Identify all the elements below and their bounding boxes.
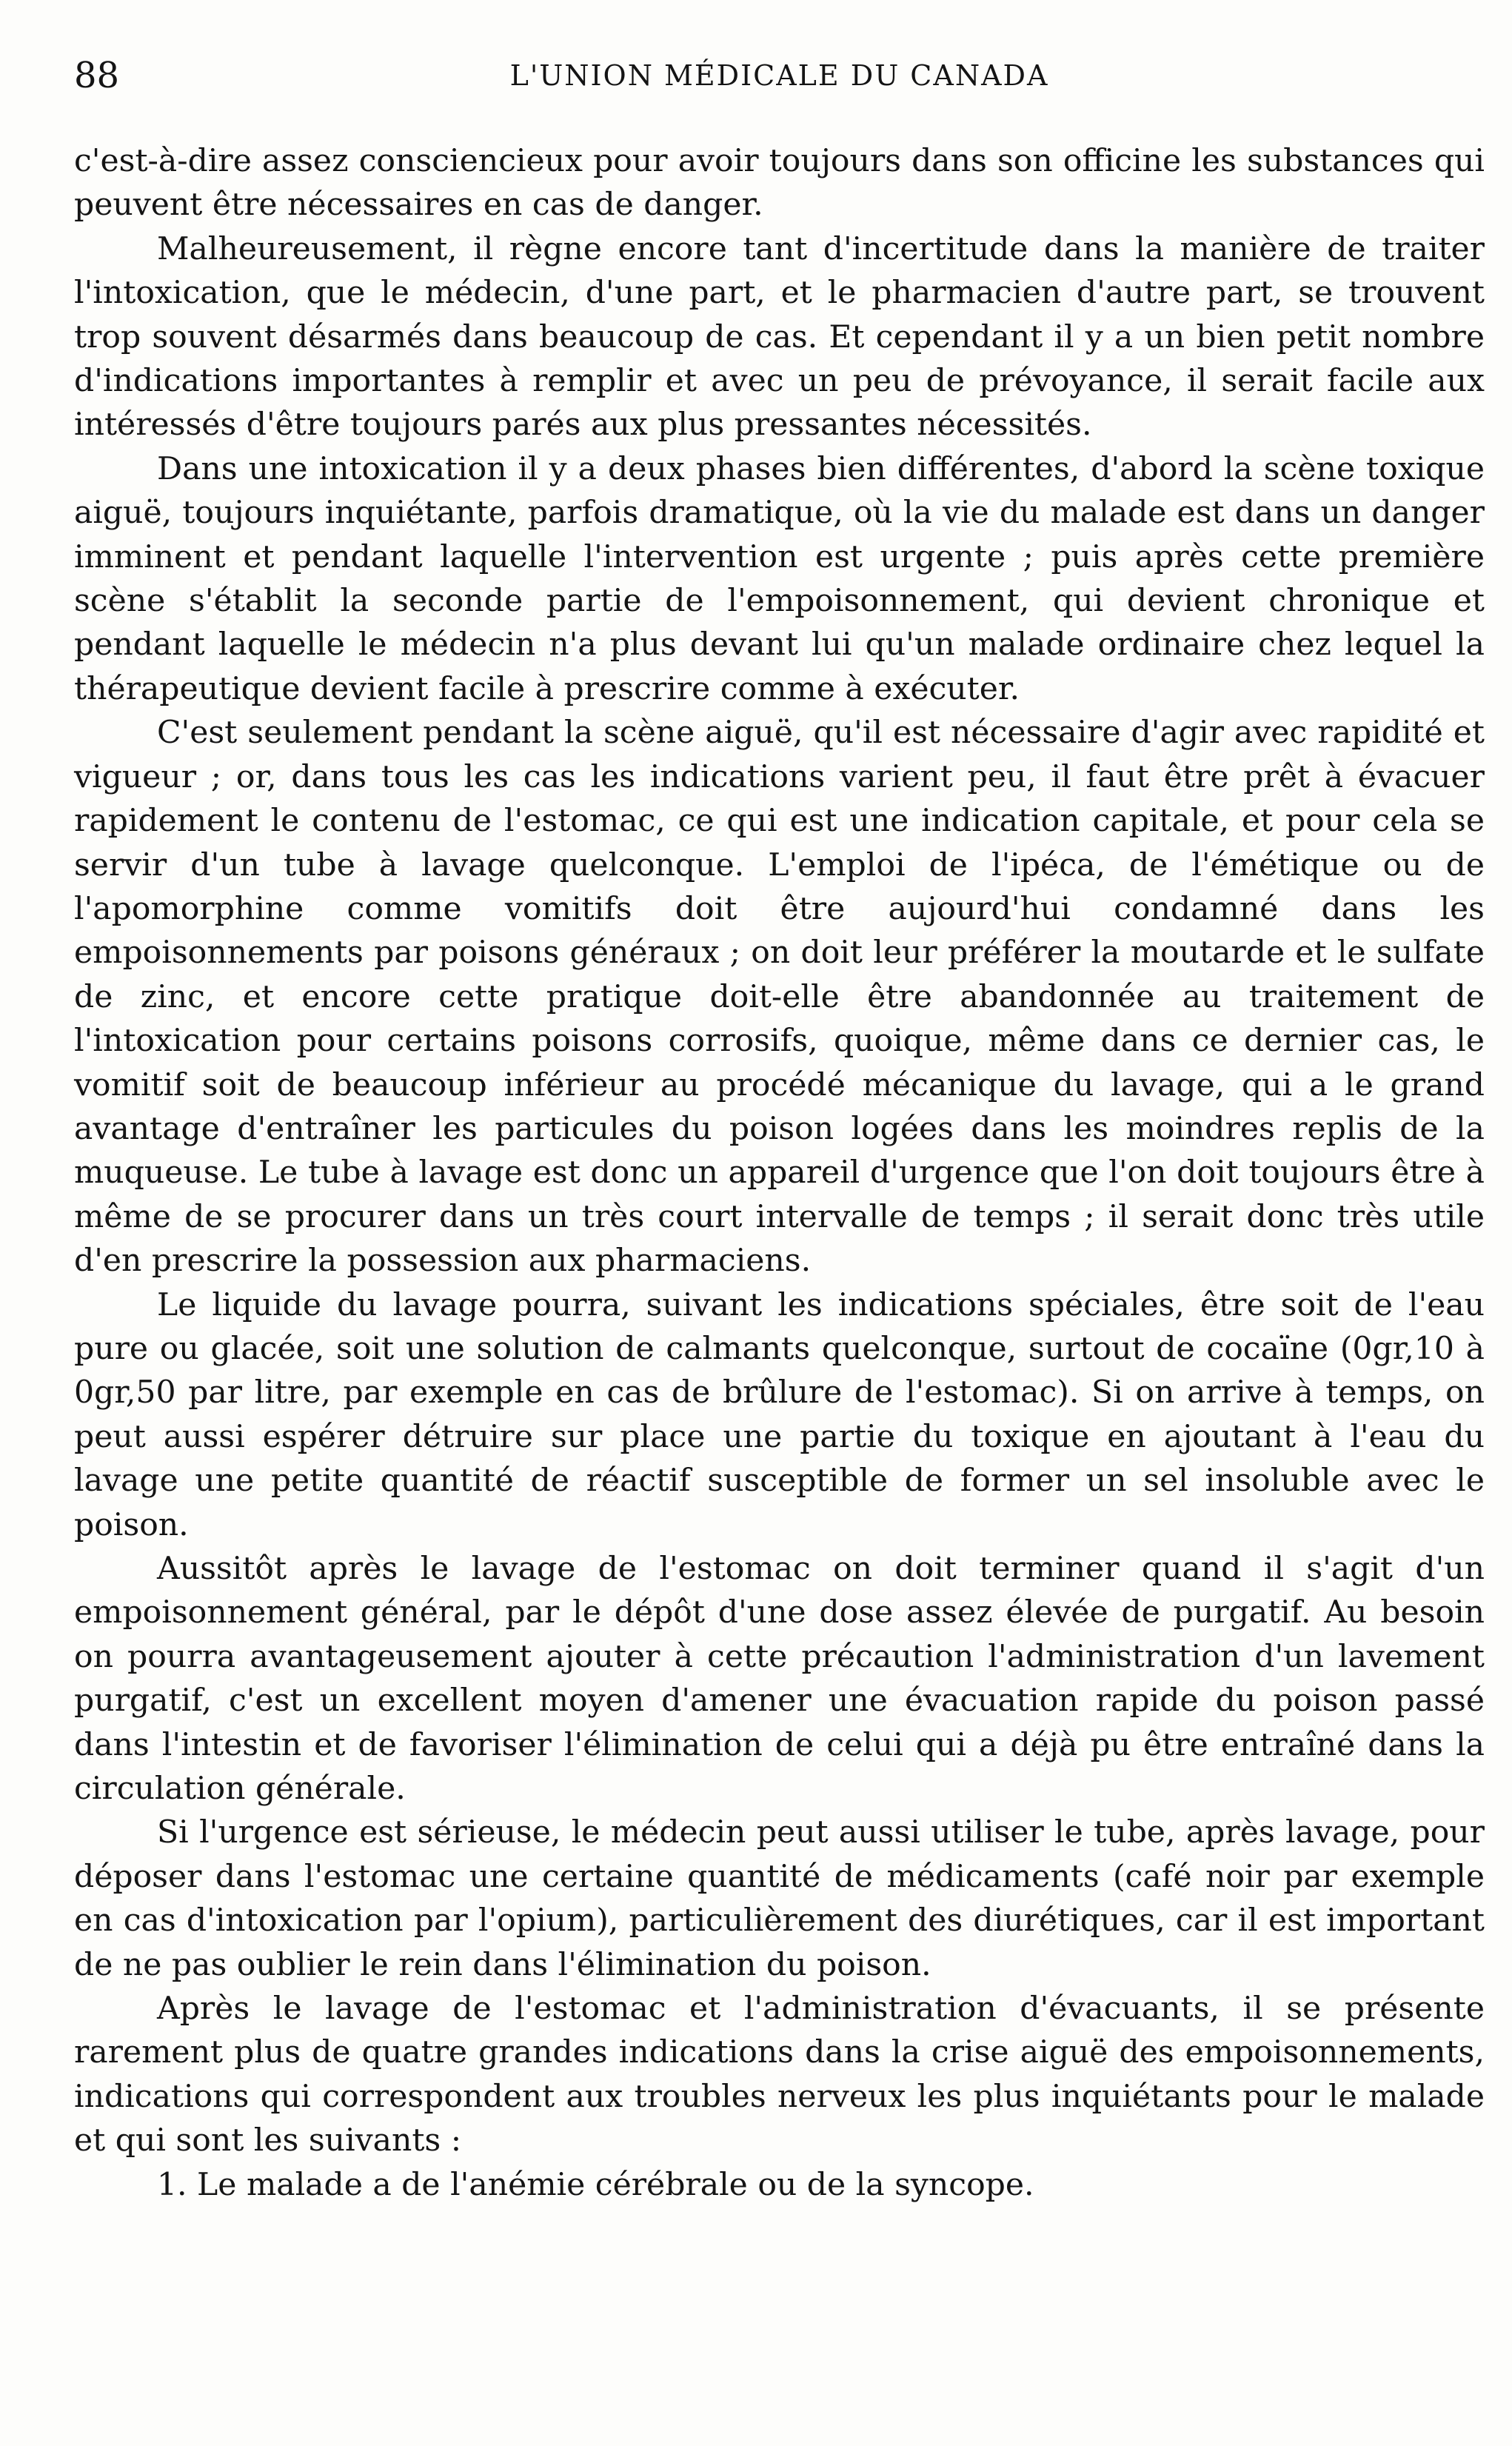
body-text — [74, 139, 1485, 2207]
numbered-item: 1. Le malade a de l'anémie cérébrale ou de la syncope. — [157, 2166, 1034, 2203]
page-header — [74, 53, 1485, 98]
paragraph: C'est seulement pendant la scène aiguë, qu'il est nécessaire d'agir avec rapidité et vigueur ; or, dans tous les cas les indications varient peu, il faut être prêt à évacuer rapidement le contenu de l'estomac, ce qui est une indication capitale, et pour cela se servir d'un tube à lavage quelconque. L'emploi de l'ipéca, de l'émétique ou de l'apomorphine comme vomitifs doit être aujourd'hui condamné dans les empoisonnements par poisons généraux ; on doit leur préférer la moutarde et le sulfate de zinc, et encore cette pratique doit-elle être abandonnée au traitement de l'intoxication pour certains poisons corrosifs, quoique, même dans ce dernier cas, le vomitif soit de beaucoup inférieur au procédé mécanique du lavage, qui a le grand avantage d'entraîner les particules du poison logées dans les moindres replis de la muqueuse. Le tube à lavage est donc un appareil d'urgence que l'on doit toujours être à même de se procurer dans un très court intervalle de temps ; il serait donc très utile d'en prescrire la possession aux pharmaciens. — [74, 715, 1485, 1280]
paragraph: Dans une intoxication il y a deux phases bien différentes, d'abord la scène toxique aiguë, toujours inquiétante, parfois dramatique, où la vie du malade est dans un danger imminent et pendant laquelle l'intervention est urgente ; puis après cette première scène s'établit la seconde partie de l'empoisonnement, qui devient chronique et pendant laquelle le médecin n'a plus devant lui qu'un malade ordinaire chez lequel la thérapeutique devient facile à prescrire comme à exécuter. — [74, 450, 1485, 707]
paragraph: Après le lavage de l'estomac et l'administration d'évacuants, il se présente rarement plus de quatre grandes indications dans la crise aiguë des empoisonnements, indications qui correspondent aux troubles nerveux les plus inquiétants pour le malade et qui sont les suivants : — [74, 1991, 1485, 2159]
paragraph: Aussitôt après le lavage de l'estomac on doit terminer quand il s'agit d'un empoisonnement général, par le dépôt d'une dose assez élevée de purgatif. Au besoin on pourra avantageusement ajouter à cette précaution l'administration d'un lavement purgatif, c'est un excellent moyen d'amener une évacuation rapide du poison passé dans l'intestin et de favoriser l'élimination de celui qui a déjà pu être entraîné dans la circulation générale. — [74, 1551, 1485, 1808]
paragraph: Si l'urgence est sérieuse, le médecin peut aussi utiliser le tube, après lavage, pour déposer dans l'estomac une certaine quantité de médicaments (café noir par exemple en cas d'intoxication par l'opium), particulièrement des diurétiques, car il est important de ne pas oublier le rein dans l'élimination du poison. — [74, 1814, 1485, 1983]
running-head: L'UNION MÉDICALE DU CANADA — [509, 59, 1049, 92]
paragraph-continuation: c'est-à-dire assez consciencieux pour avoir toujours dans son officine les substances qui peuvent être nécessaires en cas de danger. — [74, 143, 1485, 224]
page-number: 88 — [74, 55, 120, 96]
paragraph: Le liquide du lavage pourra, suivant les indications spéciales, être soit de l'eau pure ou glacée, soit une solution de calmants quelconque, surtout de cocaïne (0gr,10 à 0gr,50 par litre, par exemple en cas de brûlure de l'estomac). Si on arrive à temps, on peut aussi espérer détruire sur place une partie du toxique en ajoutant à l'eau du lavage une petite quantité de réactif susceptible de former un sel insoluble avec le poison. — [74, 1286, 1485, 1543]
paragraph: Malheureusement, il règne encore tant d'incertitude dans la manière de traiter l'intoxication, que le médecin, d'une part, et le pharmacien d'autre part, se trouvent trop souvent désarmés dans beaucoup de cas. Et cependant il y a un bien petit nombre d'indications importantes à remplir et avec un peu de prévoyance, il serait facile aux intéressés d'être toujours parés aux plus pressantes nécessités. — [74, 230, 1485, 444]
